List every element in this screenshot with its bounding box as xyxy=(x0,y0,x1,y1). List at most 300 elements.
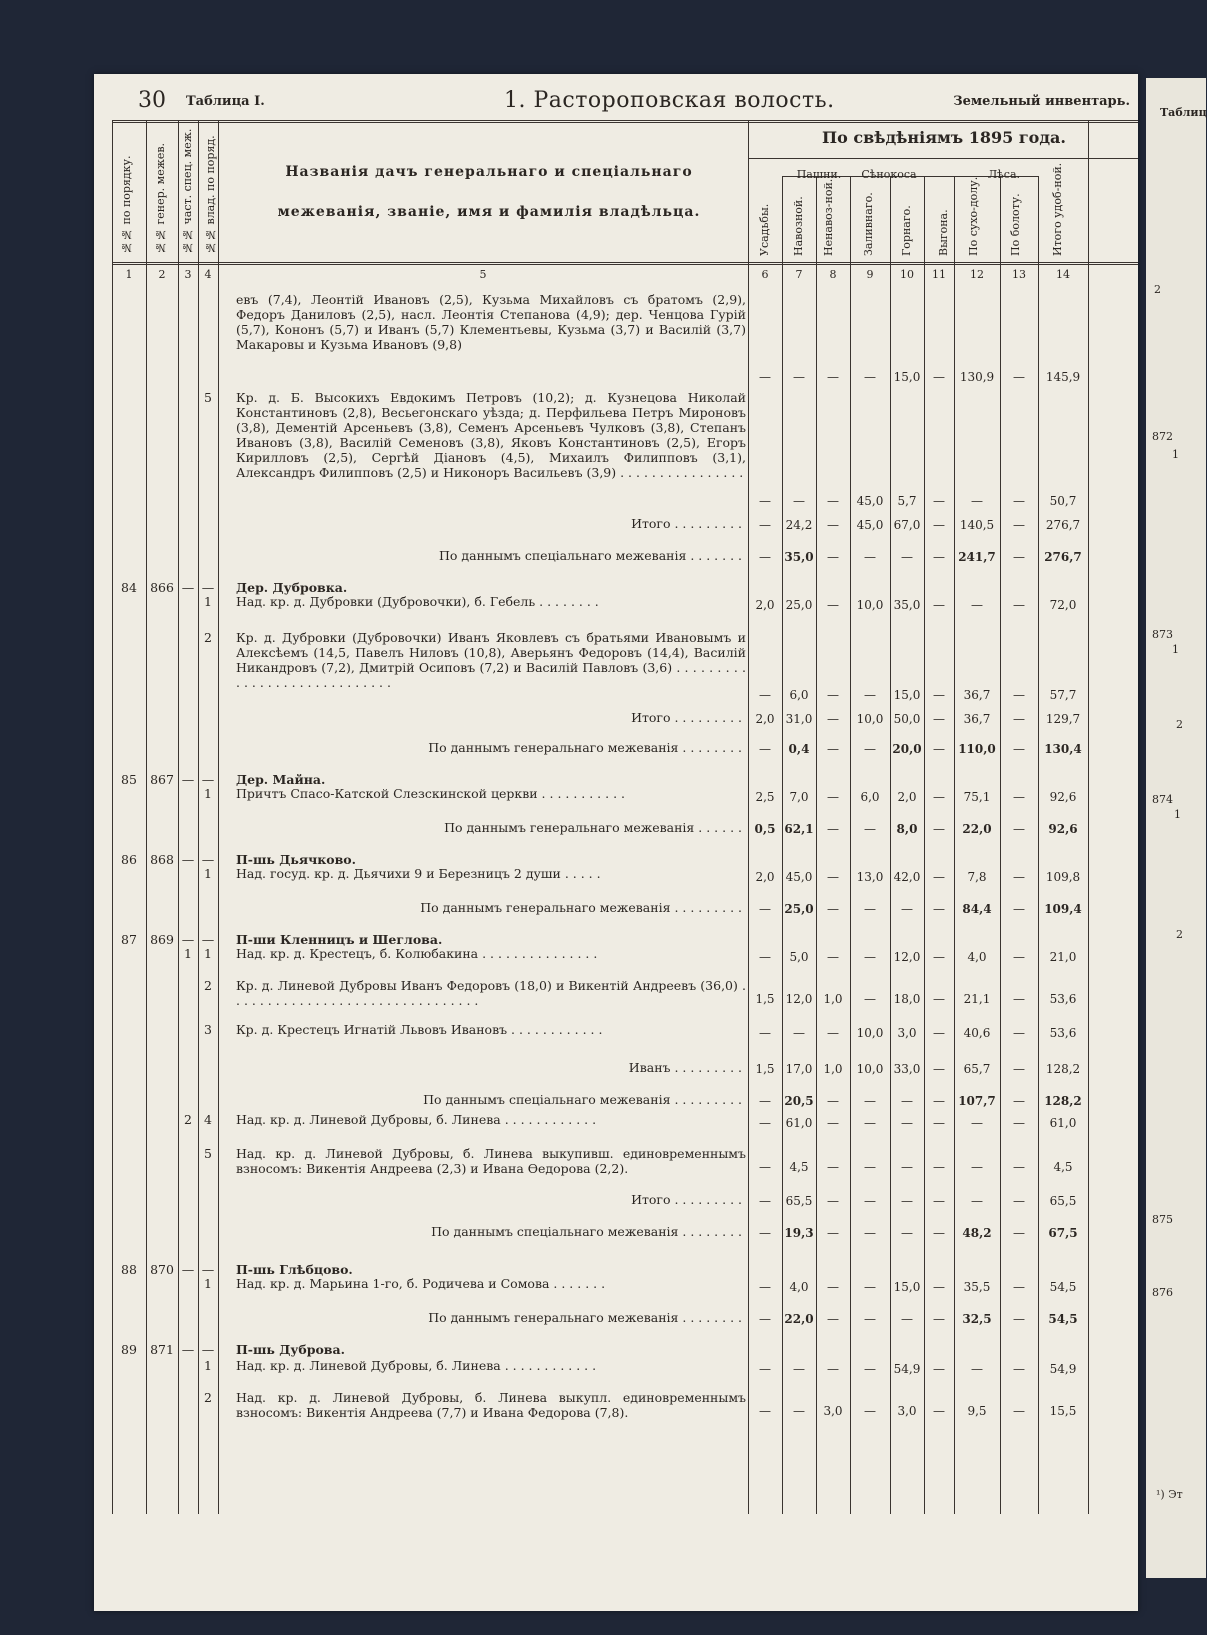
value-col-12: 35,5 xyxy=(963,1280,991,1294)
cell-c4: — xyxy=(201,580,215,595)
value-col-8: — xyxy=(827,518,839,532)
col-header-14: Итого удоб-ной. xyxy=(1051,162,1064,256)
column-number: 8 xyxy=(829,268,837,281)
value-col-13: — xyxy=(1013,822,1025,836)
value-col-13: — xyxy=(1013,742,1025,756)
cell-c1: 88 xyxy=(121,1262,137,1277)
value-col-6: — xyxy=(759,1194,771,1208)
column-number: 10 xyxy=(900,268,914,281)
value-col-10: 20,0 xyxy=(892,742,922,756)
value-col-8: — xyxy=(827,550,839,564)
value-col-12: — xyxy=(971,598,983,612)
value-col-7: — xyxy=(793,1026,805,1040)
value-col-14: 109,8 xyxy=(1045,870,1081,884)
value-col-9: — xyxy=(864,688,876,702)
group-header: По свѣдѣніямъ 1895 года. xyxy=(822,128,1066,147)
subtotal-label: Итого . . . . . . . . . xyxy=(631,1192,742,1207)
cell-c1: 86 xyxy=(121,852,137,867)
col-header-6: Усадьбы. xyxy=(758,203,771,256)
table-row xyxy=(94,932,1138,946)
value-col-8: — xyxy=(827,790,839,804)
column-number: 4 xyxy=(204,268,212,281)
value-col-8: — xyxy=(827,688,839,702)
table-row xyxy=(94,772,1138,786)
next-page-number: 2 xyxy=(1176,928,1183,941)
value-col-9: — xyxy=(864,1160,876,1174)
value-col-8: — xyxy=(827,1226,839,1240)
value-col-6: 1,5 xyxy=(755,992,775,1006)
survey-total-label: По даннымъ спеціальнаго межеванія . . . . . . . . xyxy=(431,1224,742,1239)
survey-total-label: По даннымъ генеральнаго межеванія . . . . . . . . xyxy=(428,1310,742,1325)
value-col-13: — xyxy=(1013,1026,1025,1040)
table-row xyxy=(94,1276,1138,1296)
value-col-10: — xyxy=(901,550,913,564)
value-col-13: — xyxy=(1013,790,1025,804)
value-col-10: — xyxy=(901,1194,913,1208)
value-col-10: — xyxy=(901,1226,913,1240)
value-col-10: 15,0 xyxy=(893,1280,921,1294)
estate-title: Дер. Майна. xyxy=(236,772,326,787)
value-col-12: 65,7 xyxy=(963,1062,991,1076)
col-header-11: Выгона. xyxy=(937,209,950,256)
value-col-7: 45,0 xyxy=(785,870,813,884)
value-col-11: — xyxy=(933,822,945,836)
owner-description: Кр. д. Б. Высокихъ Евдокимъ Петровъ (10,2); д. Кузнецова Николай Константиновъ (2,8), Весьегонскаго уѣзда; д. Перфильева Петръ Мироновъ (3,8), Дементій Арсеньевъ (3,8), Семенъ Арсеньевъ Чулковъ (3,8), Степанъ Ивановъ (3,8), Василій Семеновъ (3,8), Яковъ Константиновъ (2,5), Егоръ Кирилловъ (2,5), Сергѣй Діановъ (4,5), Михаилъ Филипповъ (3,1), Александръ Филипповъ (2,5) и Никоноръ Васильевъ (3,9) . . . . . . . . . . . . . . . . xyxy=(236,390,746,480)
value-col-6: — xyxy=(759,1094,771,1108)
value-col-11: — xyxy=(933,992,945,1006)
value-col-12: — xyxy=(971,1194,983,1208)
table-row xyxy=(94,1222,1138,1242)
cell-c1: 85 xyxy=(121,772,137,787)
value-col-12: 22,0 xyxy=(962,822,992,836)
value-col-13: — xyxy=(1013,992,1025,1006)
value-col-13: — xyxy=(1013,712,1025,726)
value-col-13: — xyxy=(1013,494,1025,508)
cell-c4: 1 xyxy=(204,594,212,609)
cell-c3: — xyxy=(181,580,195,595)
value-col-13: — xyxy=(1013,950,1025,964)
value-col-13: — xyxy=(1013,902,1025,916)
value-col-14: 53,6 xyxy=(1049,992,1077,1006)
value-col-7: 19,3 xyxy=(784,1226,814,1240)
next-page-fragment xyxy=(1146,78,1206,1578)
estate-title: П-шь Дьячково. xyxy=(236,852,356,867)
next-page-number: 876 xyxy=(1152,1286,1173,1299)
value-col-9: — xyxy=(864,902,876,916)
cell-c4: 2 xyxy=(204,1390,212,1405)
value-col-14: 57,7 xyxy=(1049,688,1077,702)
value-col-14: 128,2 xyxy=(1044,1094,1082,1108)
value-col-6: 2,0 xyxy=(755,712,775,726)
value-col-7: 25,0 xyxy=(785,598,813,612)
value-col-8: — xyxy=(827,870,839,884)
value-col-12: — xyxy=(971,1160,983,1174)
value-col-7: 5,0 xyxy=(789,950,809,964)
value-col-7: 6,0 xyxy=(789,688,809,702)
col-header-8: Ненавоз-ной. xyxy=(822,178,835,256)
value-col-8: — xyxy=(827,1026,839,1040)
column-number: 1 xyxy=(125,268,133,281)
value-col-12: 241,7 xyxy=(958,550,996,564)
value-col-13: — xyxy=(1013,1362,1025,1376)
cell-c4: 2 xyxy=(204,978,212,993)
value-col-6: — xyxy=(759,550,771,564)
cell-c2: 867 xyxy=(150,772,174,787)
table-row xyxy=(94,708,1138,728)
value-col-12: 32,5 xyxy=(962,1312,992,1326)
survey-total-label: По даннымъ генеральнаго межеванія . . . . . . xyxy=(444,820,742,835)
cell-c4: 3 xyxy=(204,1022,212,1037)
value-col-8: — xyxy=(827,1280,839,1294)
value-col-9: 10,0 xyxy=(856,1062,884,1076)
cell-c4: 4 xyxy=(204,1112,212,1127)
value-col-14: 276,7 xyxy=(1045,518,1081,532)
col-header-9: Заливнаго. xyxy=(862,192,875,256)
cell-c4: — xyxy=(201,1342,215,1357)
grid-line-horizontal xyxy=(112,262,1138,263)
value-col-7: 20,5 xyxy=(784,1094,814,1108)
column-number: 11 xyxy=(932,268,946,281)
owner-description: Над. кр. д. Линевой Дубровы, б. Линева . . . . . . . . . . . . xyxy=(236,1112,597,1127)
value-col-7: 31,0 xyxy=(785,712,813,726)
value-col-12: 140,5 xyxy=(959,518,995,532)
col-header-5-line1: Названія дачъ генеральнаго и спеціальнаго xyxy=(285,164,693,180)
value-col-9: — xyxy=(864,1362,876,1376)
value-col-14: 72,0 xyxy=(1049,598,1077,612)
table-row xyxy=(94,1146,1138,1176)
value-col-6: — xyxy=(759,1226,771,1240)
col-header-10: Горнаго. xyxy=(900,205,913,256)
table-row xyxy=(94,978,1138,1008)
value-col-8: — xyxy=(827,494,839,508)
value-col-10: — xyxy=(901,1160,913,1174)
value-col-14: 109,4 xyxy=(1044,902,1082,916)
value-col-8: — xyxy=(827,950,839,964)
value-col-8: 3,0 xyxy=(823,1404,843,1418)
owner-description: евъ (7,4), Леонтій Ивановъ (2,5), Кузьма Михайловъ съ братомъ (2,9), Федоръ Даниловъ (2,5), насл. Леонтія Степанова (4,9); дер. Ченцова Гурій (5,7), Кононъ (5,7) и Иванъ (5,7) Клементьевы, Кузьма (3,7) и Василій (3,7) Макаровы и Кузьма Ивановъ (9,8) xyxy=(236,292,746,352)
table-row xyxy=(94,1112,1138,1132)
value-col-9: — xyxy=(864,550,876,564)
value-col-8: — xyxy=(827,1094,839,1108)
next-page-number: 1 xyxy=(1174,808,1181,821)
col-header-12: По сухо-долу. xyxy=(967,176,980,256)
value-col-6: — xyxy=(759,742,771,756)
value-col-9: — xyxy=(864,1194,876,1208)
table-row xyxy=(94,1190,1138,1210)
value-col-10: 50,0 xyxy=(893,712,921,726)
estate-title: П-шь Дуброва. xyxy=(236,1342,345,1357)
value-col-7: 24,2 xyxy=(785,518,813,532)
value-col-8: 1,0 xyxy=(823,1062,843,1076)
cell-c4: — xyxy=(201,932,215,947)
value-col-11: — xyxy=(933,870,945,884)
value-col-12: 110,0 xyxy=(958,742,996,756)
value-col-7: 25,0 xyxy=(784,902,814,916)
owner-description: Кр. д. Линевой Дубровы Иванъ Федоровъ (18,0) и Викентій Андреевъ (36,0) . . . . . . . . . . . . . . . . . . . . . . . . . . . . . . . . xyxy=(236,978,746,1008)
value-col-9: — xyxy=(864,1094,876,1108)
value-col-9: — xyxy=(864,1404,876,1418)
value-col-6: — xyxy=(759,950,771,964)
page-number: 30 xyxy=(138,88,166,113)
owner-description: Над. кр. д. Линевой Дубровы, б. Линева выкупл. единовременнымъ взносомъ: Викентія Андреева (7,7) и Ивана Федорова (7,8). xyxy=(236,1390,746,1420)
owner-description: Над. кр. д. Крестецъ, б. Колюбакина . . . . . . . . . . . . . . . xyxy=(236,946,598,961)
column-number: 14 xyxy=(1056,268,1070,281)
value-col-10: — xyxy=(901,1094,913,1108)
cell-c4: — xyxy=(201,852,215,867)
value-col-12: 40,6 xyxy=(963,1026,991,1040)
cell-c2: 866 xyxy=(150,580,174,595)
value-col-6: — xyxy=(759,1160,771,1174)
value-col-12: 9,5 xyxy=(967,1404,987,1418)
value-col-6: — xyxy=(759,1404,771,1418)
owner-description: Над. госуд. кр. д. Дьячихи 9 и Березницъ 2 души . . . . . xyxy=(236,866,601,881)
value-col-13: — xyxy=(1013,598,1025,612)
col-header-5-line2: межеванія, званіе, имя и фамилія владѣльца. xyxy=(277,204,701,220)
value-col-11: — xyxy=(933,1404,945,1418)
value-col-11: — xyxy=(933,1194,945,1208)
table-name: Таблица I. xyxy=(186,94,265,109)
value-col-8: — xyxy=(827,1312,839,1326)
value-col-14: 54,5 xyxy=(1049,1280,1077,1294)
value-col-8: — xyxy=(827,712,839,726)
value-col-12: — xyxy=(971,494,983,508)
value-col-8: — xyxy=(827,598,839,612)
value-col-9: 45,0 xyxy=(856,518,884,532)
table-row xyxy=(94,1358,1138,1378)
col-header-7: Навозной. xyxy=(792,196,805,256)
value-col-14: 130,4 xyxy=(1044,742,1082,756)
running-title-right: Земельный инвентарь. xyxy=(953,94,1130,109)
value-col-10: 18,0 xyxy=(893,992,921,1006)
value-col-13: — xyxy=(1013,550,1025,564)
value-col-9: — xyxy=(864,822,876,836)
owner-description: Кр. д. Крестецъ Игнатій Львовъ Ивановъ . . . . . . . . . . . . xyxy=(236,1022,603,1037)
value-col-14: 21,0 xyxy=(1049,950,1077,964)
owner-description: Над. кр. д. Линевой Дубровы, б. Линева . . . . . . . . . . . . xyxy=(236,1358,597,1373)
value-col-9: 45,0 xyxy=(856,494,884,508)
col-header-1: №№ по порядку. xyxy=(120,155,133,254)
subtotal-label: Итого . . . . . . . . . xyxy=(631,710,742,725)
next-page-title: Таблиц xyxy=(1160,106,1207,119)
value-col-11: — xyxy=(933,370,945,384)
cell-c2: 871 xyxy=(150,1342,174,1357)
survey-total-label: По даннымъ спеціальнаго межеванія . . . . . . . . . xyxy=(423,1092,742,1107)
value-col-13: — xyxy=(1013,1062,1025,1076)
value-col-14: 92,6 xyxy=(1048,822,1078,836)
value-col-12: 36,7 xyxy=(963,712,991,726)
table-row xyxy=(94,1090,1138,1110)
value-col-11: — xyxy=(933,1226,945,1240)
value-col-11: — xyxy=(933,1062,945,1076)
cell-c2: 870 xyxy=(150,1262,174,1277)
cell-c4: 1 xyxy=(204,1358,212,1373)
value-col-13: — xyxy=(1013,1160,1025,1174)
grid-line-horizontal xyxy=(748,158,1138,159)
value-col-8: — xyxy=(827,742,839,756)
value-col-11: — xyxy=(933,598,945,612)
value-col-6: — xyxy=(759,370,771,384)
value-col-6: 0,5 xyxy=(754,822,776,836)
value-col-12: 130,9 xyxy=(959,370,995,384)
value-col-9: — xyxy=(864,370,876,384)
owner-description: Над. кр. д. Марьина 1-го, б. Родичева и Сомова . . . . . . . xyxy=(236,1276,606,1291)
cell-c3: — xyxy=(181,852,195,867)
cell-c4: — xyxy=(201,772,215,787)
cell-c4: 5 xyxy=(204,390,212,405)
value-col-14: 4,5 xyxy=(1053,1160,1073,1174)
value-col-14: 53,6 xyxy=(1049,1026,1077,1040)
table-row xyxy=(94,594,1138,614)
col-header-2: №№ генер. межев. xyxy=(154,142,167,254)
value-col-9: — xyxy=(864,1226,876,1240)
value-col-8: — xyxy=(827,902,839,916)
cell-c4: 1 xyxy=(204,946,212,961)
value-col-6: 2,5 xyxy=(755,790,775,804)
value-col-7: 62,1 xyxy=(784,822,814,836)
subtotal-label: Итого . . . . . . . . . xyxy=(631,516,742,531)
value-col-7: 61,0 xyxy=(785,1116,813,1130)
next-page-number: 873 xyxy=(1152,628,1173,641)
column-number: 6 xyxy=(761,268,769,281)
owner-description: Кр. д. Дубровки (Дубровочки) Иванъ Яковлевъ съ братьями Ивановымъ и Алексѣемъ (14,5, Павелъ Ниловъ (10,8), Аверьянъ Федоровъ (14,4), Василій Никандровъ (7,2), Дмитрій Осиповъ (7,2) и Василій Павловъ (3,6) . . . . . . . . . . . . . . . . . . . . . . . . . . . . . xyxy=(236,630,746,690)
column-number: 3 xyxy=(184,268,192,281)
value-col-12: 36,7 xyxy=(963,688,991,702)
cell-c2: 869 xyxy=(150,932,174,947)
value-col-6: — xyxy=(759,1362,771,1376)
table-row xyxy=(94,1058,1138,1078)
value-col-10: — xyxy=(901,902,913,916)
cell-c1: 84 xyxy=(121,580,137,595)
value-col-9: 10,0 xyxy=(856,1026,884,1040)
value-col-11: — xyxy=(933,688,945,702)
value-col-14: 92,6 xyxy=(1049,790,1077,804)
table-row xyxy=(94,866,1138,886)
value-col-10: 54,9 xyxy=(893,1362,921,1376)
value-col-9: — xyxy=(864,950,876,964)
value-col-13: — xyxy=(1013,688,1025,702)
table-row xyxy=(94,1262,1138,1276)
value-col-14: 67,5 xyxy=(1048,1226,1078,1240)
estate-title: Дер. Дубровка. xyxy=(236,580,348,595)
value-col-6: 2,0 xyxy=(755,870,775,884)
survey-total-label: По даннымъ генеральнаго межеванія . . . . . . . . xyxy=(428,740,742,755)
value-col-6: — xyxy=(759,1026,771,1040)
value-col-8: — xyxy=(827,1194,839,1208)
value-col-11: — xyxy=(933,1362,945,1376)
value-col-9: 6,0 xyxy=(860,790,880,804)
value-col-8: 1,0 xyxy=(823,992,843,1006)
value-col-11: — xyxy=(933,1094,945,1108)
cell-c1: 89 xyxy=(121,1342,137,1357)
value-col-9: — xyxy=(864,992,876,1006)
table-row xyxy=(94,390,1138,510)
value-col-13: — xyxy=(1013,1226,1025,1240)
cell-c4: 1 xyxy=(204,1276,212,1291)
value-col-13: — xyxy=(1013,370,1025,384)
value-col-12: 84,4 xyxy=(962,902,992,916)
value-col-11: — xyxy=(933,1116,945,1130)
value-col-6: — xyxy=(759,1116,771,1130)
table-row xyxy=(94,946,1138,966)
value-col-6: — xyxy=(759,902,771,916)
value-col-14: 15,5 xyxy=(1049,1404,1077,1418)
value-col-12: — xyxy=(971,1362,983,1376)
table-row xyxy=(94,1308,1138,1328)
column-number: 7 xyxy=(795,268,803,281)
value-col-11: — xyxy=(933,742,945,756)
owner-description: Над. кр. д. Линевой Дубровы, б. Линева выкупивш. единовременнымъ взносомъ: Викентія Андреева (2,3) и Ивана Ѳедорова (2,2). xyxy=(236,1146,746,1176)
value-col-10: — xyxy=(901,1312,913,1326)
value-col-12: 75,1 xyxy=(963,790,991,804)
value-col-10: 15,0 xyxy=(893,688,921,702)
value-col-6: — xyxy=(759,494,771,508)
cell-c4: 5 xyxy=(204,1146,212,1161)
header-lesa: Лѣса. xyxy=(987,168,1021,181)
table-row xyxy=(94,818,1138,838)
value-col-9: 10,0 xyxy=(856,598,884,612)
table-row xyxy=(94,1022,1138,1042)
value-col-9: — xyxy=(864,1280,876,1294)
value-col-6: — xyxy=(759,688,771,702)
next-page-number: 872 xyxy=(1152,430,1173,443)
value-col-14: 276,7 xyxy=(1044,550,1082,564)
value-col-13: — xyxy=(1013,1116,1025,1130)
page-title: 1. Растороповская волость. xyxy=(504,88,835,113)
table-row xyxy=(94,898,1138,918)
table-row xyxy=(94,630,1138,704)
header-senokosa: Сѣнокоса xyxy=(861,168,917,181)
value-col-12: 7,8 xyxy=(967,870,987,884)
table-row xyxy=(94,580,1138,594)
owner-description: Причтъ Спасо-Катской Слезскинской церкви . . . . . . . . . . . xyxy=(236,786,625,801)
table-row xyxy=(94,292,1138,386)
next-page-number: 2 xyxy=(1154,283,1161,296)
cell-c3: — xyxy=(181,932,195,947)
value-col-10: 67,0 xyxy=(893,518,921,532)
value-col-13: — xyxy=(1013,1404,1025,1418)
value-col-10: 2,0 xyxy=(897,790,917,804)
value-col-6: — xyxy=(759,1312,771,1326)
cell-c4: 1 xyxy=(204,866,212,881)
table-row xyxy=(94,1342,1138,1356)
owner-description: Над. кр. д. Дубровки (Дубровочки), б. Гебель . . . . . . . . xyxy=(236,594,599,609)
cell-c3: — xyxy=(181,772,195,787)
value-col-13: — xyxy=(1013,1312,1025,1326)
value-col-6: — xyxy=(759,518,771,532)
next-page-number: 1 xyxy=(1172,643,1179,656)
value-col-6: 1,5 xyxy=(755,1062,775,1076)
survey-total-label: По даннымъ спеціальнаго межеванія . . . . . . . xyxy=(439,548,742,563)
value-col-10: 33,0 xyxy=(893,1062,921,1076)
value-col-14: 54,9 xyxy=(1049,1362,1077,1376)
value-col-14: 61,0 xyxy=(1049,1116,1077,1130)
value-col-13: — xyxy=(1013,1094,1025,1108)
value-col-14: 129,7 xyxy=(1045,712,1081,726)
value-col-9: — xyxy=(864,1312,876,1326)
grid-line-horizontal xyxy=(112,120,1138,121)
value-col-8: — xyxy=(827,1116,839,1130)
subtotal-label: Иванъ . . . . . . . . . xyxy=(628,1060,742,1075)
value-col-7: — xyxy=(793,494,805,508)
table-row xyxy=(94,852,1138,866)
value-col-9: — xyxy=(864,742,876,756)
value-col-10: 35,0 xyxy=(893,598,921,612)
value-col-11: — xyxy=(933,550,945,564)
value-col-12: — xyxy=(971,1116,983,1130)
cell-c4: 1 xyxy=(204,786,212,801)
col-header-3: №№ част. спец. меж. xyxy=(181,128,194,254)
value-col-7: 22,0 xyxy=(784,1312,814,1326)
